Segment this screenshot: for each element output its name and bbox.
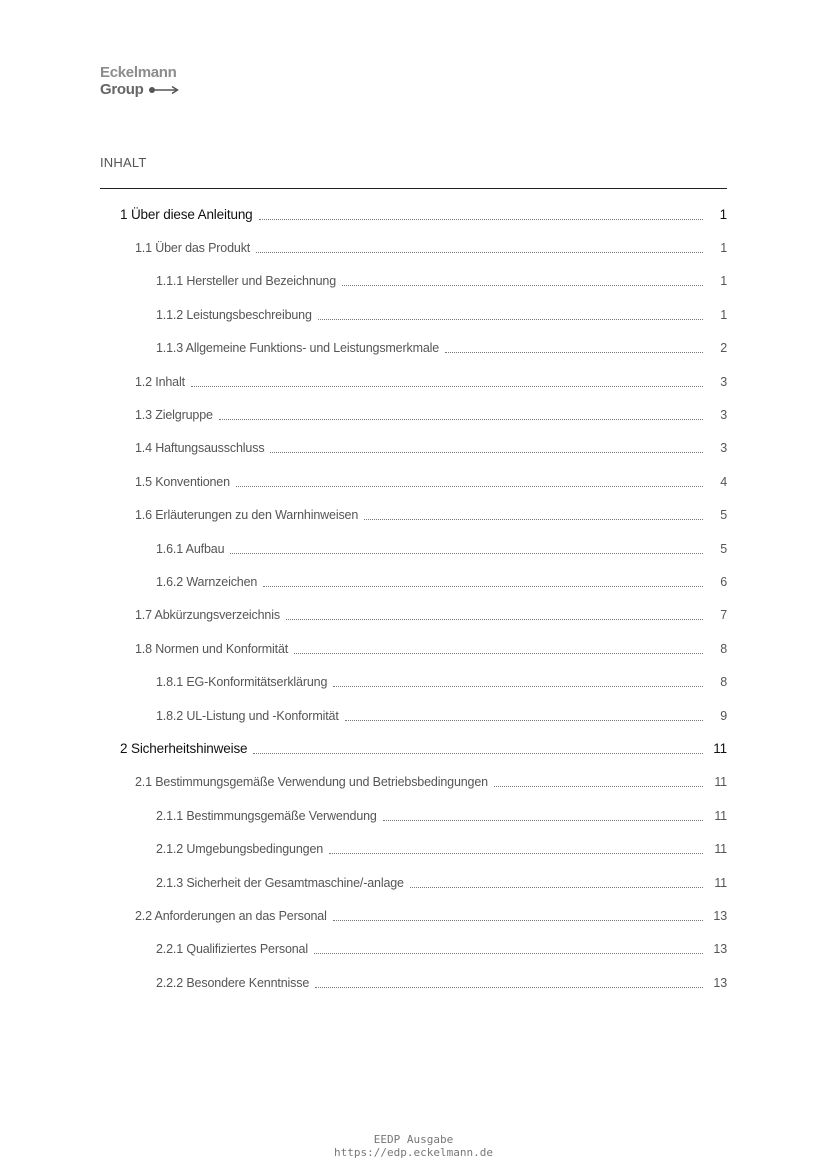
logo-group-text: Group <box>100 81 144 98</box>
toc-entry[interactable] <box>0 766 827 799</box>
toc-leader-dots <box>314 952 703 954</box>
toc-entry-label: 1.2 Inhalt <box>135 374 185 389</box>
toc-entry[interactable] <box>0 732 827 765</box>
footer-edition: EEDP Ausgabe <box>373 1133 454 1146</box>
toc-entry-page: 8 <box>720 675 727 690</box>
toc-entry-page: 7 <box>720 608 727 623</box>
toc-entry[interactable] <box>0 332 827 365</box>
toc-leader-dots <box>410 886 703 888</box>
toc-leader-dots <box>263 585 703 587</box>
toc-entry[interactable] <box>0 699 827 732</box>
toc-entry-page: 4 <box>720 474 727 489</box>
toc-entry[interactable] <box>0 665 827 698</box>
toc-leader-dots <box>383 819 703 821</box>
toc-leader-dots <box>286 618 703 620</box>
toc-entry-page: 11 <box>714 842 727 857</box>
logo-line-1: Eckelmann <box>100 64 177 81</box>
toc-leader-dots <box>294 652 703 654</box>
toc-entry-page: 5 <box>720 541 727 556</box>
toc-leader-dots <box>236 485 703 487</box>
arrow-right-icon <box>148 85 180 95</box>
toc-entry-label: 1.6.1 Aufbau <box>156 541 225 556</box>
toc-entry[interactable] <box>0 265 827 298</box>
toc-leader-dots <box>315 986 703 988</box>
toc-entry[interactable] <box>0 465 827 498</box>
toc-entry-page: 11 <box>714 808 727 823</box>
toc-leader-dots <box>364 518 703 520</box>
footer-url[interactable]: https://edp.eckelmann.de <box>334 1146 493 1159</box>
toc-entry[interactable] <box>0 532 827 565</box>
toc-entry-label: 1.8 Normen und Konformität <box>135 641 289 656</box>
toc-entry[interactable] <box>0 398 827 431</box>
toc-entry-label: 1.1.2 Leistungsbeschreibung <box>156 307 312 322</box>
toc-leader-dots <box>256 251 703 253</box>
toc-entry-page: 11 <box>714 875 727 890</box>
toc-entry-page: 6 <box>720 574 727 589</box>
toc-entry[interactable] <box>0 599 827 632</box>
toc-entry-page: 11 <box>713 741 727 757</box>
toc-entry-label: 2.2 Anforderungen an das Personal <box>135 908 327 923</box>
toc-entry[interactable] <box>0 365 827 398</box>
toc-leader-dots <box>333 919 703 921</box>
toc-entry-page: 3 <box>720 374 727 389</box>
toc-entry-label: 2.1 Bestimmungsgemäße Verwendung und Betriebsbedingungen <box>135 775 488 790</box>
toc-leader-dots <box>342 284 703 286</box>
toc-entry-page: 13 <box>713 908 727 923</box>
toc-entry-label: 1.1.3 Allgemeine Funktions- und Leistungsmerkmale <box>156 341 440 356</box>
toc-leader-dots <box>318 318 703 320</box>
toc-entry-label: 1.6.2 Warnzeichen <box>156 574 258 589</box>
toc-entry-label: 2.1.2 Umgebungsbedingungen <box>156 842 324 857</box>
toc-entry-label: 1.4 Haftungsausschluss <box>135 441 265 456</box>
toc-entry-label: 1.8.2 UL-Listung und -Konformität <box>156 708 339 723</box>
toc-entry-page: 1 <box>720 274 727 289</box>
page-footer <box>0 1133 827 1159</box>
toc-entry-label: 1.6 Erläuterungen zu den Warnhinweisen <box>135 508 359 523</box>
toc-entry[interactable] <box>0 933 827 966</box>
toc-entry-page: 1 <box>719 207 727 223</box>
toc-entry[interactable] <box>0 432 827 465</box>
title-divider <box>100 188 727 189</box>
toc-entry-page: 5 <box>720 508 727 523</box>
toc-leader-dots <box>219 418 703 420</box>
toc-leader-dots <box>230 552 703 554</box>
toc-leader-dots <box>445 351 703 353</box>
toc-leader-dots <box>345 719 703 721</box>
toc-entry[interactable] <box>0 966 827 999</box>
toc-entry-label: 1.5 Konventionen <box>135 474 230 489</box>
toc-leader-dots <box>191 385 703 387</box>
toc-entry-page: 9 <box>720 708 727 723</box>
toc-leader-dots <box>259 218 703 220</box>
toc-entry-page: 1 <box>720 241 727 256</box>
toc-entry-page: 11 <box>714 775 727 790</box>
toc-entry-label: 1 Über diese Anleitung <box>120 207 253 223</box>
toc-leader-dots <box>329 852 703 854</box>
toc-entry-page: 2 <box>720 341 727 356</box>
toc-entry[interactable] <box>0 231 827 264</box>
toc-entry-page: 13 <box>713 975 727 990</box>
logo-line-2 <box>100 81 180 98</box>
toc-entry-label: 2.1.3 Sicherheit der Gesamtmaschine/-anlage <box>156 875 404 890</box>
page-title: INHALT <box>100 155 147 170</box>
toc-entry-page: 1 <box>720 307 727 322</box>
toc-entry-page: 13 <box>713 942 727 957</box>
toc-entry-label: 1.8.1 EG-Konformitätserklärung <box>156 675 328 690</box>
toc-leader-dots <box>494 785 703 787</box>
toc-entry[interactable] <box>0 632 827 665</box>
toc-entry-label: 1.3 Zielgruppe <box>135 408 213 423</box>
toc-leader-dots <box>333 685 703 687</box>
toc-entry-label: 2.2.2 Besondere Kenntnisse <box>156 975 310 990</box>
toc-entry[interactable] <box>0 899 827 932</box>
toc-entry-page: 3 <box>720 441 727 456</box>
toc-entry[interactable] <box>0 499 827 532</box>
toc-entry[interactable] <box>0 832 827 865</box>
toc-entry-label: 2.1.1 Bestimmungsgemäße Verwendung <box>156 808 377 823</box>
toc-entry-label: 1.1.1 Hersteller und Bezeichnung <box>156 274 337 289</box>
toc-entry[interactable] <box>0 298 827 331</box>
toc-entry-page: 3 <box>720 408 727 423</box>
toc-entry-label: 2.2.1 Qualifiziertes Personal <box>156 942 308 957</box>
toc-entry-label: 1.7 Abkürzungsverzeichnis <box>135 608 280 623</box>
toc-entry[interactable] <box>0 799 827 832</box>
toc-leader-dots <box>270 451 703 453</box>
toc-leader-dots <box>253 752 703 754</box>
toc-entry[interactable] <box>0 565 827 598</box>
toc-entry-page: 8 <box>720 641 727 656</box>
toc-entry-label: 1.1 Über das Produkt <box>135 241 251 256</box>
table-of-contents <box>0 198 827 999</box>
toc-entry[interactable] <box>0 198 827 231</box>
toc-entry[interactable] <box>0 866 827 899</box>
toc-entry-label: 2 Sicherheitshinweise <box>120 741 248 757</box>
company-logo <box>100 64 180 98</box>
